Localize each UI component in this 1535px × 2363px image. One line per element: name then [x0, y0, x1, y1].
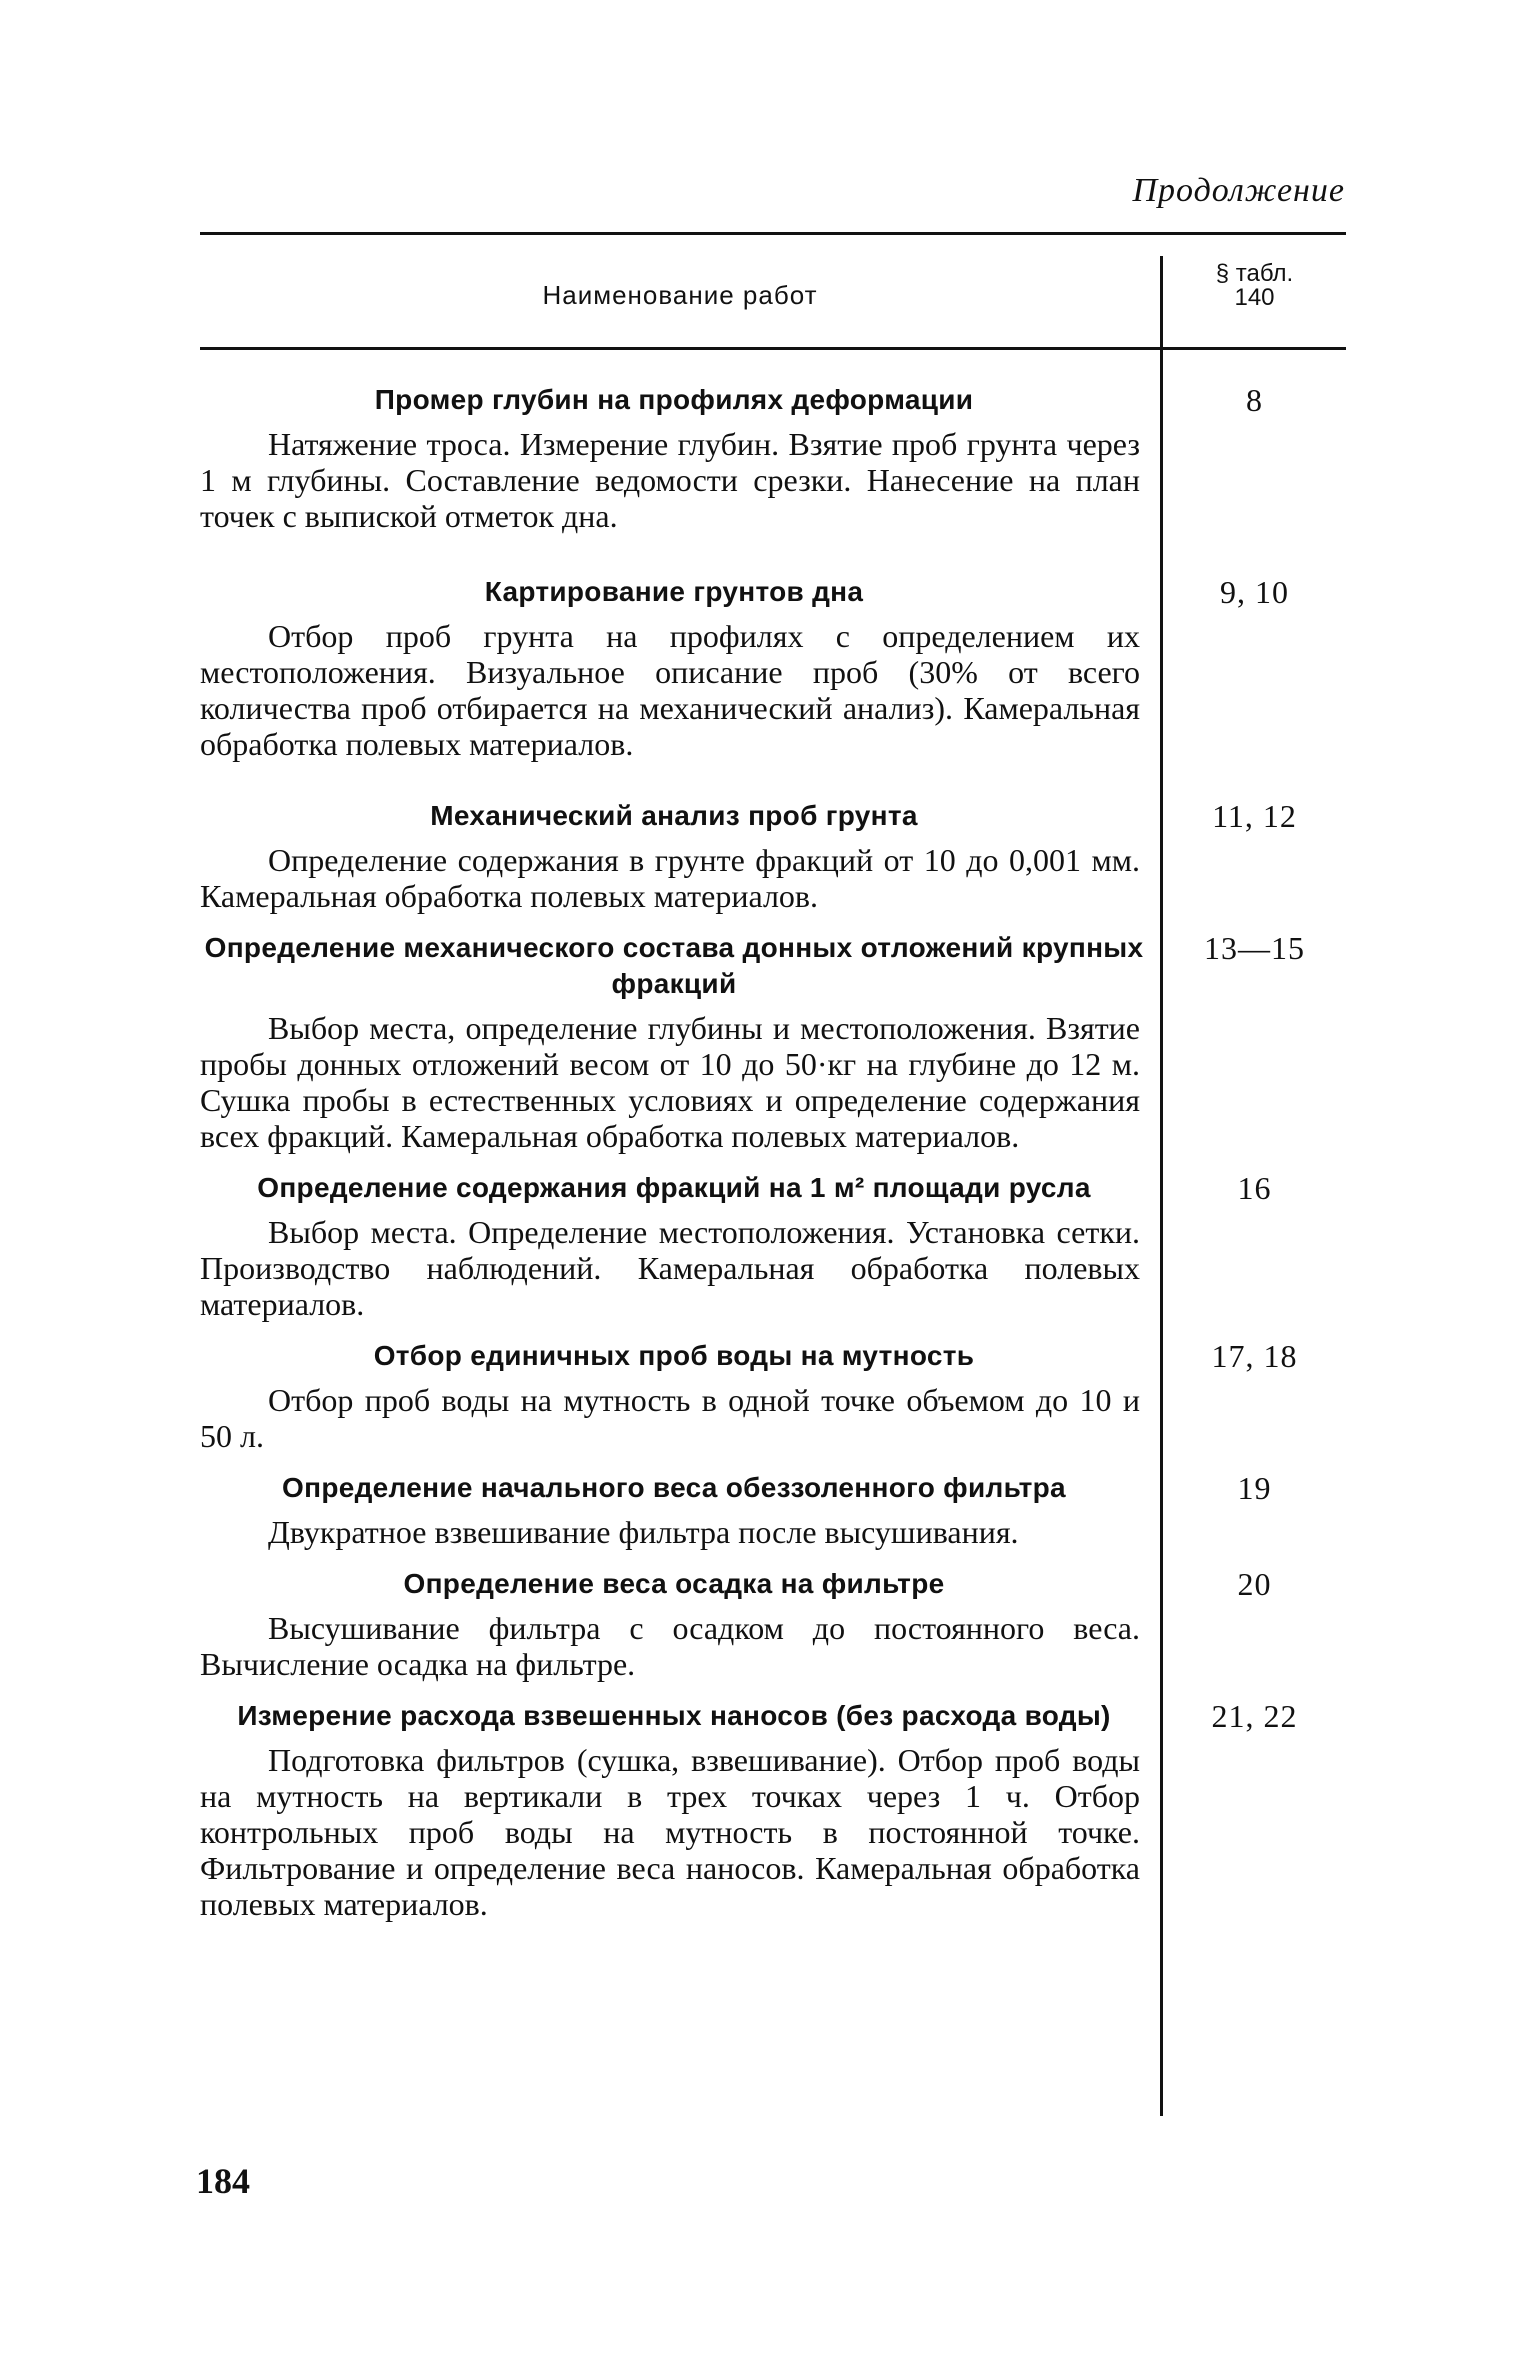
entry-title: Промер глубин на профилях деформации	[374, 384, 974, 415]
table-row	[200, 1338, 1346, 1454]
table-row	[200, 1470, 1346, 1550]
column-header-name: Наименование работ	[542, 280, 818, 310]
entries-list	[200, 382, 1346, 1922]
table-row	[200, 1566, 1346, 1682]
entry-title: Определение веса осадка на фильтре	[403, 1568, 945, 1599]
entry-description: Выбор места, определение глубины и местоположения. Взятие пробы донных отложений весом от 10 до 50·кг на глубине до 12 м. Сушка пробы в естественных условиях и определение содержания всех фракций. Камеральная обработка полевых материалов.	[200, 1010, 1140, 1154]
entry-description: Подготовка фильтров (сушка, взвешивание). Отбор проб воды на мутность на вертикали в трех точках через 1 ч. Отбор контрольных проб воды на мутность в постоянной точке. Фильтрование и определение веса наносов. Камеральная обработка полевых материалов.	[200, 1742, 1140, 1922]
entry-ref: 8	[1246, 382, 1263, 418]
entry-ref: 16	[1237, 1170, 1272, 1206]
column-header-ref-line1: § табл.	[1215, 260, 1294, 287]
entry-title: Определение механического состава донных отложений крупных фракций	[204, 932, 1144, 999]
entry-title: Механический анализ проб грунта	[430, 800, 918, 831]
entry-title: Отбор единичных проб воды на мутность	[373, 1340, 975, 1371]
entry-title: Картирование грунтов дна	[484, 576, 864, 607]
entry-ref: 20	[1237, 1566, 1272, 1602]
continuation-label: Продолжение	[1132, 172, 1345, 209]
column-header-ref	[1163, 262, 1346, 310]
entry-title: Измерение расхода взвешенных наносов (без расхода воды)	[237, 1700, 1111, 1731]
entry-ref: 13—15	[1204, 930, 1305, 966]
table-row	[200, 574, 1346, 762]
table-row	[200, 1698, 1346, 1922]
page-number: 184	[196, 2161, 250, 2201]
entry-ref: 19	[1237, 1470, 1272, 1506]
column-header-ref-line2: 140	[1234, 284, 1275, 311]
table-top-rule	[200, 232, 1346, 235]
entry-title: Определение содержания фракций на 1 м² площади русла	[257, 1172, 1091, 1203]
header-bottom-rule	[200, 347, 1346, 350]
entry-description: Двукратное взвешивание фильтра после высушивания.	[268, 1514, 1019, 1550]
entry-description: Отбор проб грунта на профилях с определением их местоположения. Визуальное описание проб (30% от всего количества проб отбирается на механический анализ). Камеральная обработка полевых материалов.	[200, 618, 1140, 762]
entry-description: Натяжение троса. Измерение глубин. Взятие проб грунта через 1 м глубины. Составление ведомости срезки. Нанесение на план точек с выпиской отметок дна.	[200, 426, 1140, 534]
entry-description: Высушивание фильтра с осадком до постоянного веса. Вычисление осадка на фильтре.	[200, 1610, 1140, 1682]
entry-description: Определение содержания в грунте фракций от 10 до 0,001 мм. Камеральная обработка полевых материалов.	[200, 842, 1140, 914]
entry-ref: 17, 18	[1211, 1338, 1298, 1374]
entry-description: Выбор места. Определение местоположения. Установка сетки. Производство наблюдений. Камеральная обработка полевых материалов.	[200, 1214, 1140, 1322]
entry-ref: 11, 12	[1212, 798, 1297, 834]
table-row	[200, 382, 1346, 534]
table-row	[200, 798, 1346, 914]
table-row	[200, 1170, 1346, 1322]
entry-ref: 21, 22	[1211, 1698, 1298, 1734]
entry-description: Отбор проб воды на мутность в одной точке объемом до 10 и 50 л.	[200, 1382, 1140, 1454]
entry-ref: 9, 10	[1220, 574, 1289, 610]
table-row	[200, 930, 1346, 1154]
entry-title: Определение начального веса обеззоленного фильтра	[282, 1472, 1066, 1503]
